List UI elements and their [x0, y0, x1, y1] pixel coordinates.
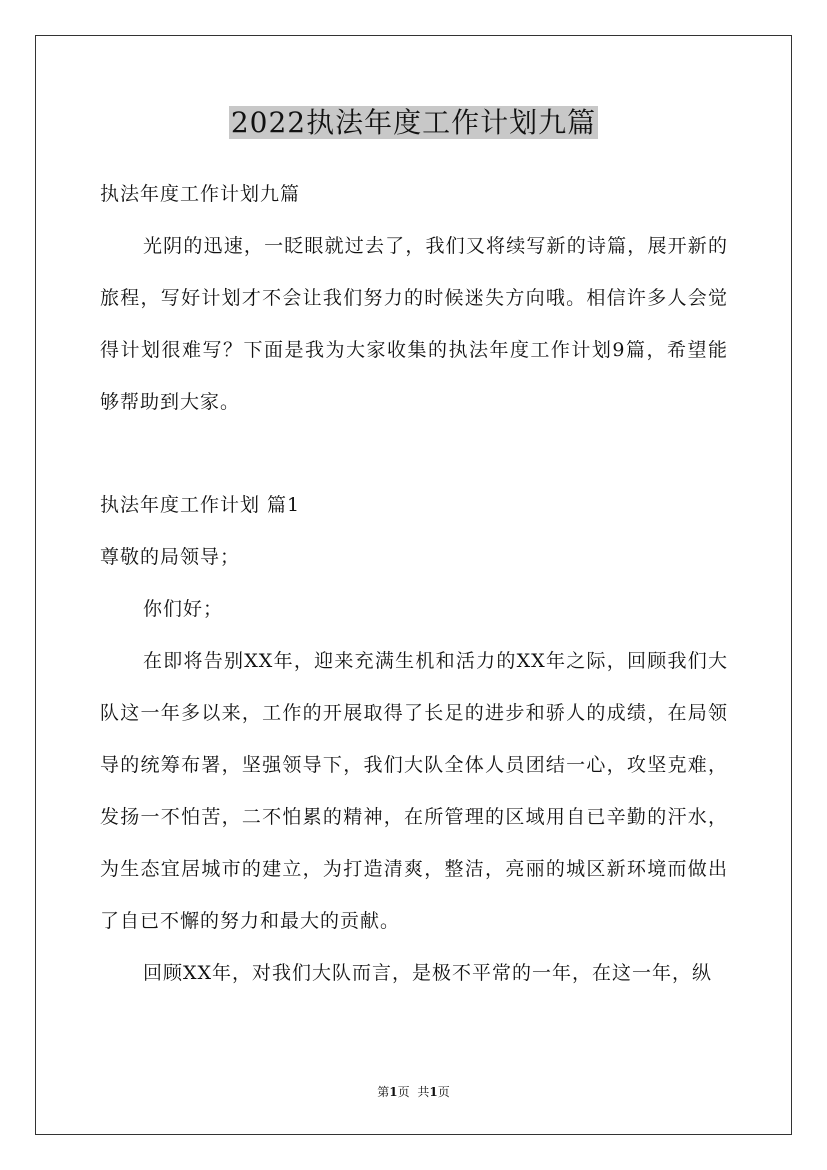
- body-paragraph-2: 回顾XX年，对我们大队而言，是极不平常的一年，在这一年，纵: [143, 962, 713, 984]
- subtitle: 执法年度工作计划九篇: [100, 183, 301, 205]
- salutation: 尊敬的局领导；: [100, 546, 241, 568]
- document-body: [100, 168, 728, 999]
- total-prefix: 共: [417, 1085, 430, 1099]
- greeting: 你们好；: [143, 598, 224, 620]
- page-prefix: 第: [377, 1085, 390, 1099]
- page-number: 1: [389, 1085, 398, 1099]
- document-title-text: 2022执法年度工作计划九篇: [230, 106, 597, 139]
- document-title: [0, 100, 827, 146]
- intro-paragraph: 光阴的迅速，一眨眼就过去了，我们又将续写新的诗篇，展开新的旅程，写好计划才不会让我们努力的时候迷失方向哦。相信许多人会觉得计划很难写？下面是我为大家收集的执法年度工作计划9篇，希望能够帮助到大家。: [100, 235, 728, 413]
- body-paragraph-1: 在即将告别XX年，迎来充满生机和活力的XX年之际，回顾我们大队这一年多以来，工作的开展取得了长足的进步和骄人的成绩，在局领导的统筹布署，坚强领导下，我们大队全体人员团结一心，攻坚克难，发扬一不怕苦，二不怕累的精神，在所管理的区域用自已辛勤的汗水，为生态宜居城市的建立，为打造清爽，整洁，亮丽的城区新环境而做出了自已不懈的努力和最大的贡献。: [100, 650, 728, 932]
- page-footer: [0, 1083, 827, 1101]
- page-suffix: 页: [397, 1085, 410, 1099]
- section-heading: 执法年度工作计划 篇1: [100, 494, 301, 516]
- total-suffix: 页: [437, 1085, 450, 1099]
- paragraph-gap: [100, 428, 728, 479]
- total-pages: 1: [429, 1085, 438, 1099]
